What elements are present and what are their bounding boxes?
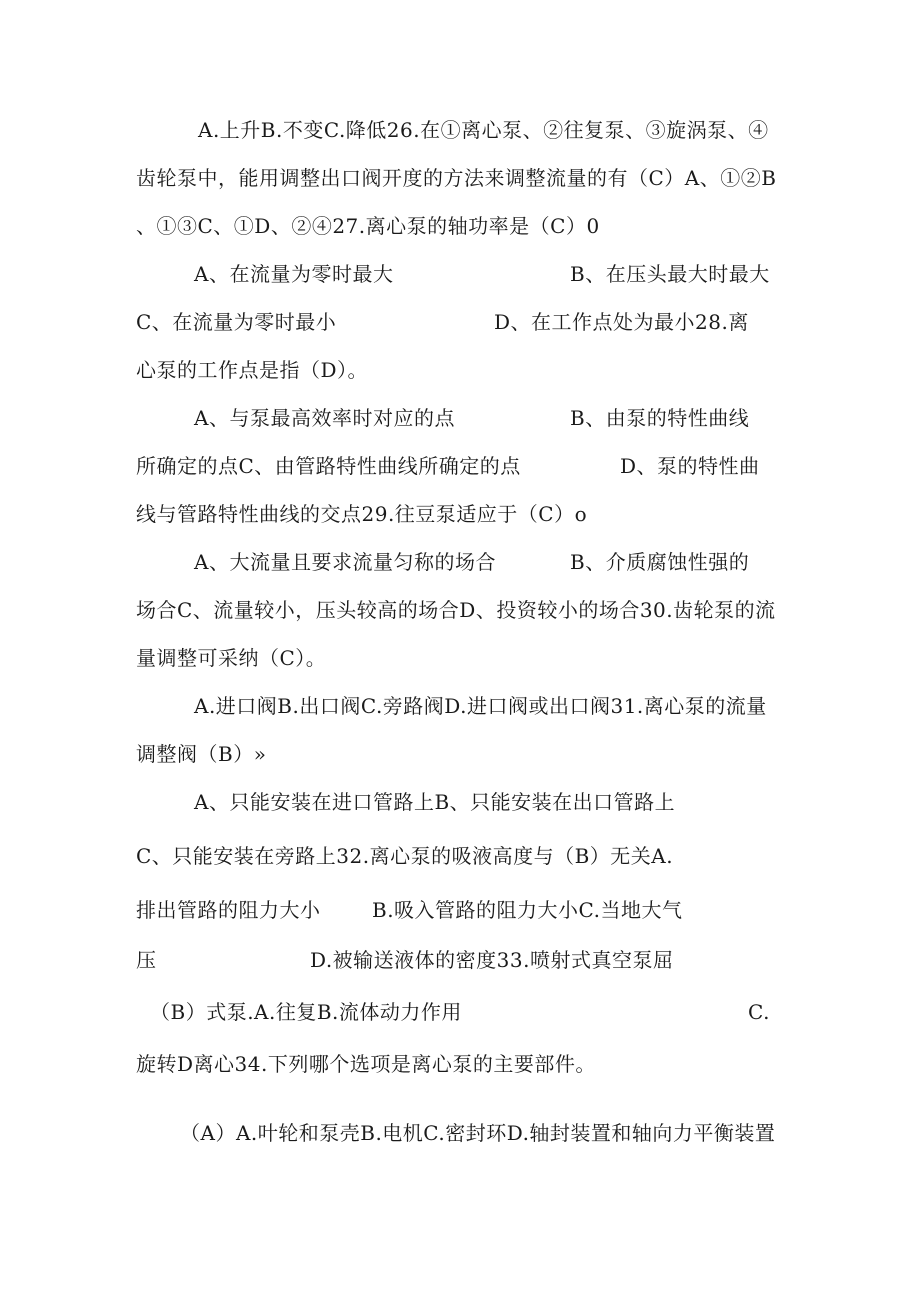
text-line-2: 齿轮泵中，能用调整出口阀开度的方法来调整流量的有（C）A、①②B [136,166,777,190]
text-line-16: C、只能安装在旁路上32.离心泵的吸液高度与（B）无关A. [136,844,674,868]
option-c-line-5: C、在流量为零时最小 [136,310,337,334]
text-line-20: 旋转D离心34.下列哪个选项是离心泵的主要部件。 [136,1052,596,1076]
option-a-line-4: A、在流量为零时最大 [194,262,394,286]
text-line-18-left: 压 [136,948,157,972]
text-line-21: （A）A.叶轮和泵壳B.电机C.密封环D.轴封装置和轴向力平衡装置 [180,1121,776,1145]
option-d-line-8: D、泵的特性曲 [620,454,760,478]
text-line-9: 线与管路特性曲线的交点29.往豆泵适应于（C）o [136,502,588,526]
text-line-19-right: C. [748,1000,770,1024]
text-line-14: 调整阀（B）» [136,742,267,766]
text-line-17-right: B.吸入管路的阻力大小C.当地大气 [372,898,683,922]
text-line-15: A、只能安装在进口管路上B、只能安装在出口管路上 [194,790,676,814]
option-b-line-10: B、介质腐蚀性强的 [570,550,750,574]
text-line-6: 心泵的工作点是指（D）。 [136,358,369,382]
text-line-3: 、①③C、①D、②④27.离心泵的轴功率是（C）0 [136,214,600,238]
text-line-1: A.上升B.不变C.降低26.在①离心泵、②往复泵、③旋涡泵、④ [198,118,769,142]
option-d-line-5: D、在工作点处为最小28.离 [494,310,749,334]
text-line-18-right: D.被输送液体的密度33.喷射式真空泵屈 [310,948,674,972]
text-line-19-left: （B）式泵.A.往复B.流体动力作用 [150,1000,462,1024]
text-line-13: A.进口阀B.出口阀C.旁路阀D.进口阀或出口阀31.离心泵的流量 [194,694,767,718]
text-line-17-left: 排出管路的阻力大小 [136,898,321,922]
text-line-11: 场合C、流量较小，压头较高的场合D、投资较小的场合30.齿轮泵的流 [136,598,776,622]
option-a-line-10: A、大流量且要求流量匀称的场合 [194,550,496,574]
option-a-line-7: A、与泵最高效率时对应的点 [194,406,455,430]
option-b-line-4: B、在压头最大时最大 [570,262,770,286]
text-line-8-left: 所确定的点C、由管路特性曲线所确定的点 [136,454,521,478]
option-b-line-7: B、由泵的特性曲线 [570,406,750,430]
text-line-12: 量调整可采纳（C）。 [136,646,327,670]
